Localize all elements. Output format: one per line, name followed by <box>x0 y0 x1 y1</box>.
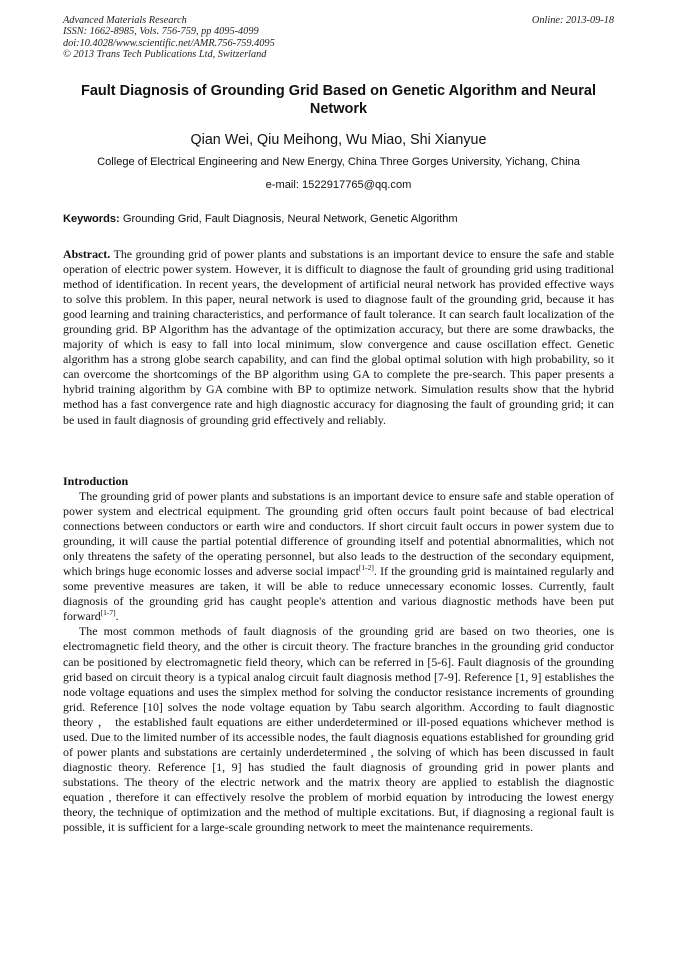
intro-p1-text-c: . <box>115 609 119 624</box>
paper-email: e-mail: 1522917765@qq.com <box>265 179 412 191</box>
paper-authors: Qian Wei, Qiu Meihong, Wu Miao, Shi Xianyue <box>190 132 487 148</box>
journal-issn: ISSN: 1662-8985, Vols. 756-759, pp 4095-4099 <box>63 26 259 38</box>
journal-doi: doi:10.4028/www.scientific.net/AMR.756-759.4095 <box>63 37 275 49</box>
citation-ref: [1-7] <box>100 608 116 618</box>
journal-header <box>63 15 275 61</box>
intro-paragraph-2: The most common methods of fault diagnosis of the grounding grid are based on two theories, one is electromagnetic field theory, and the other is circuit theory. The fracture branches in the grounding grid conductor can be positioned by electromagnetic field theory, which can be referred in [5-6]. Fault diagnosis of the grounding grid based on circuit theory is a typical analog circuit fault diagnosis method [7-9]. Reference [1, 9] establishes the node voltage equations and uses the simplex method for solving the conductor resistance increments of grounding grid. Reference [10] solves the node voltage equation by Tabu search algorithm. According to fault diagnostic theory ， the established fault equations are either underdetermined or ill-posed equations whichever method is used. Due to the limited number of its accessible nodes, the fault diagnosis equations established for grounding grid of power plants and substations are certainly underdetermined , the solving of which has been discussed in fault diagnostic theory. Reference [1, 9] has studied the fault diagnosis of grounding grid in power plants and substations. The theory of the electric network and the matrix theory are applied to establish the diagnostic equation , therefore it can effectively resolve the problem of morbid equation by introducing the lowest energy theory, the technique of optimization and the method of multiple excitations. But, if diagnosing a regional fault is possible, it is sufficient for a large-scale grounding network to meet the maintenance requirements. <box>63 624 614 835</box>
intro-section <box>63 489 614 835</box>
keywords-line <box>63 212 614 226</box>
paper-title: Fault Diagnosis of Grounding Grid Based on Genetic Algorithm and Neural Network <box>80 83 597 117</box>
citation-ref: [1-2] <box>358 563 374 573</box>
journal-copyright: © 2013 Trans Tech Publications Ltd, Switzerland <box>63 49 267 61</box>
intro-paragraph-1 <box>63 489 614 624</box>
journal-name: Advanced Materials Research <box>63 15 187 26</box>
abstract-label: Abstract. <box>63 247 111 261</box>
paper-affiliation: College of Electrical Engineering and New Energy, China Three Gorges University, Yichang, China <box>97 156 580 168</box>
keywords-label: Keywords: <box>63 213 120 225</box>
intro-p1-text-b: . If the grounding grid is maintained regularly and some preventive measures are taken, it will be able to reduce unnecessary economic losses. Currently, fault diagnosis of the grounding grid has caught people's attention and various diagnostic methods have been put forward <box>63 564 614 624</box>
abstract-section <box>63 247 614 428</box>
abstract-text: The grounding grid of power plants and substations is an important device to ensure the safe and stable operation of electric power system. However, it is difficult to diagnose the fault of grounding grid using traditional method of identification. In recent years, the development of artificial neural network has provided effective ways to solve this problem. In this paper, neural network is used to diagnose fault of the grounding grid, because it has good learning and training characteristics, and performance of fault tolerance. It can search fault localization of the grounding grid. BP Algorithm has the advantage of the optimization accuracy, but there are some drawbacks, the majority of which is easy to fall into local minimum, slow convergence and cause oscillation effect. Genetic algorithm has a strong globe search capability, and can find the global optimal solution with high probability, so it can overcome the shortcomings of the BP algorithm using GA to complete the pre-search. This paper presents a hybrid training algorithm by GA combine with BP to optimize network. Simulation results show that the hybrid method has a fast convergence rate and high diagnostic accuracy for diagnosing the fault of grounding grid; it can be used in fault diagnosis of grounding grid effectively and reliably. <box>63 247 614 427</box>
keywords-list: Grounding Grid, Fault Diagnosis, Neural Network, Genetic Algorithm <box>122 213 458 225</box>
intro-heading: Introduction <box>63 474 129 488</box>
online-date: Online: 2013-09-18 <box>531 15 614 26</box>
intro-p1-text-a: The grounding grid of power plants and substations is an important device to ensure safe and stable operation of power system and electrical equipment. The grounding grid often occurs fault point because of bad electrical connections between conductors or earth wire and conductors. If short circuit fault occurs in power system due to grounding, it will cause the partial potential difference of grounding itself and potential abnormalities, which not only threatens the safety of the operating personnel, but also leads to the destruction of the secondary equipment, which brings huge economic losses and adverse social impact <box>63 489 614 579</box>
